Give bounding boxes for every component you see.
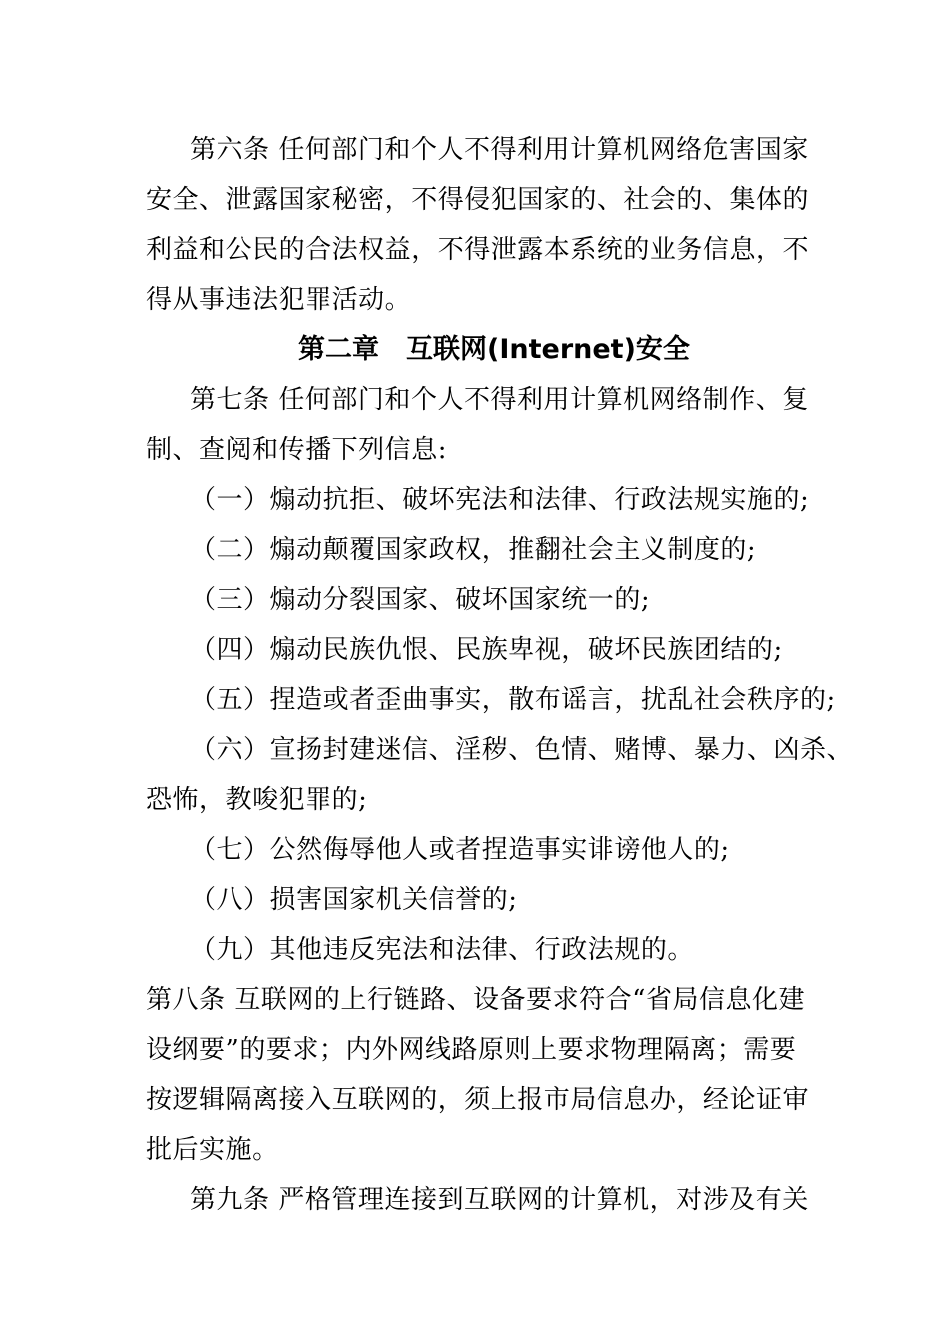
article-7-item-6-cont: 恐怖，教唆犯罪的; <box>146 785 368 815</box>
article-7-item-2: （二）煽动颠覆国家政权，推翻社会主义制度的; <box>190 535 757 565</box>
article-7-item-5: （五）捏造或者歪曲事实，散布谣言，扰乱社会秩序的; <box>190 685 836 715</box>
article-8-line-1: 第八条 互联网的上行链路、设备要求符合“省局信息化建 <box>146 985 806 1015</box>
article-6-line-2: 安全、泄露国家秘密，不得侵犯国家的、社会的、集体的 <box>146 185 810 215</box>
article-7-item-3: （三）煽动分裂国家、破坏国家统一的; <box>190 585 651 615</box>
article-8-line-3: 按逻辑隔离接入互联网的，须上报市局信息办，经论证审 <box>146 1085 810 1115</box>
article-8-line-4: 批后实施。 <box>146 1135 279 1165</box>
article-8-line-2: 设纲要”的要求；内外网线路原则上要求物理隔离；需要 <box>146 1035 797 1065</box>
article-7-item-9: （九）其他违反宪法和法律、行政法规的。 <box>190 935 694 965</box>
article-9-line-1: 第九条 严格管理连接到互联网的计算机，对涉及有关 <box>190 1185 809 1215</box>
article-7-item-1: （一）煽动抗拒、破坏宪法和法律、行政法规实施的; <box>190 485 810 515</box>
article-7-item-8: （八）损害国家机关信誉的; <box>190 885 518 915</box>
article-6-line-4: 得从事违法犯罪活动。 <box>146 285 412 315</box>
article-7-item-4: （四）煽动民族仇恨、民族卑视，破坏民族团结的; <box>190 635 783 665</box>
article-7-line-2: 制、查阅和传播下列信息: <box>146 435 447 465</box>
article-7-item-6: （六）宣扬封建迷信、淫秽、色情、赌博、暴力、凶杀、 <box>190 735 854 765</box>
article-7-item-7: （七）公然侮辱他人或者捏造事实诽谤他人的; <box>190 835 730 865</box>
article-6-line-3: 利益和公民的合法权益，不得泄露本系统的业务信息，不 <box>146 235 810 265</box>
chapter-2-heading: 第二章 互联网(Internet)安全 <box>298 334 690 365</box>
article-7-line-1: 第七条 任何部门和个人不得利用计算机网络制作、复 <box>190 385 809 415</box>
article-6-line-1: 第六条 任何部门和个人不得利用计算机网络危害国家 <box>190 135 809 165</box>
